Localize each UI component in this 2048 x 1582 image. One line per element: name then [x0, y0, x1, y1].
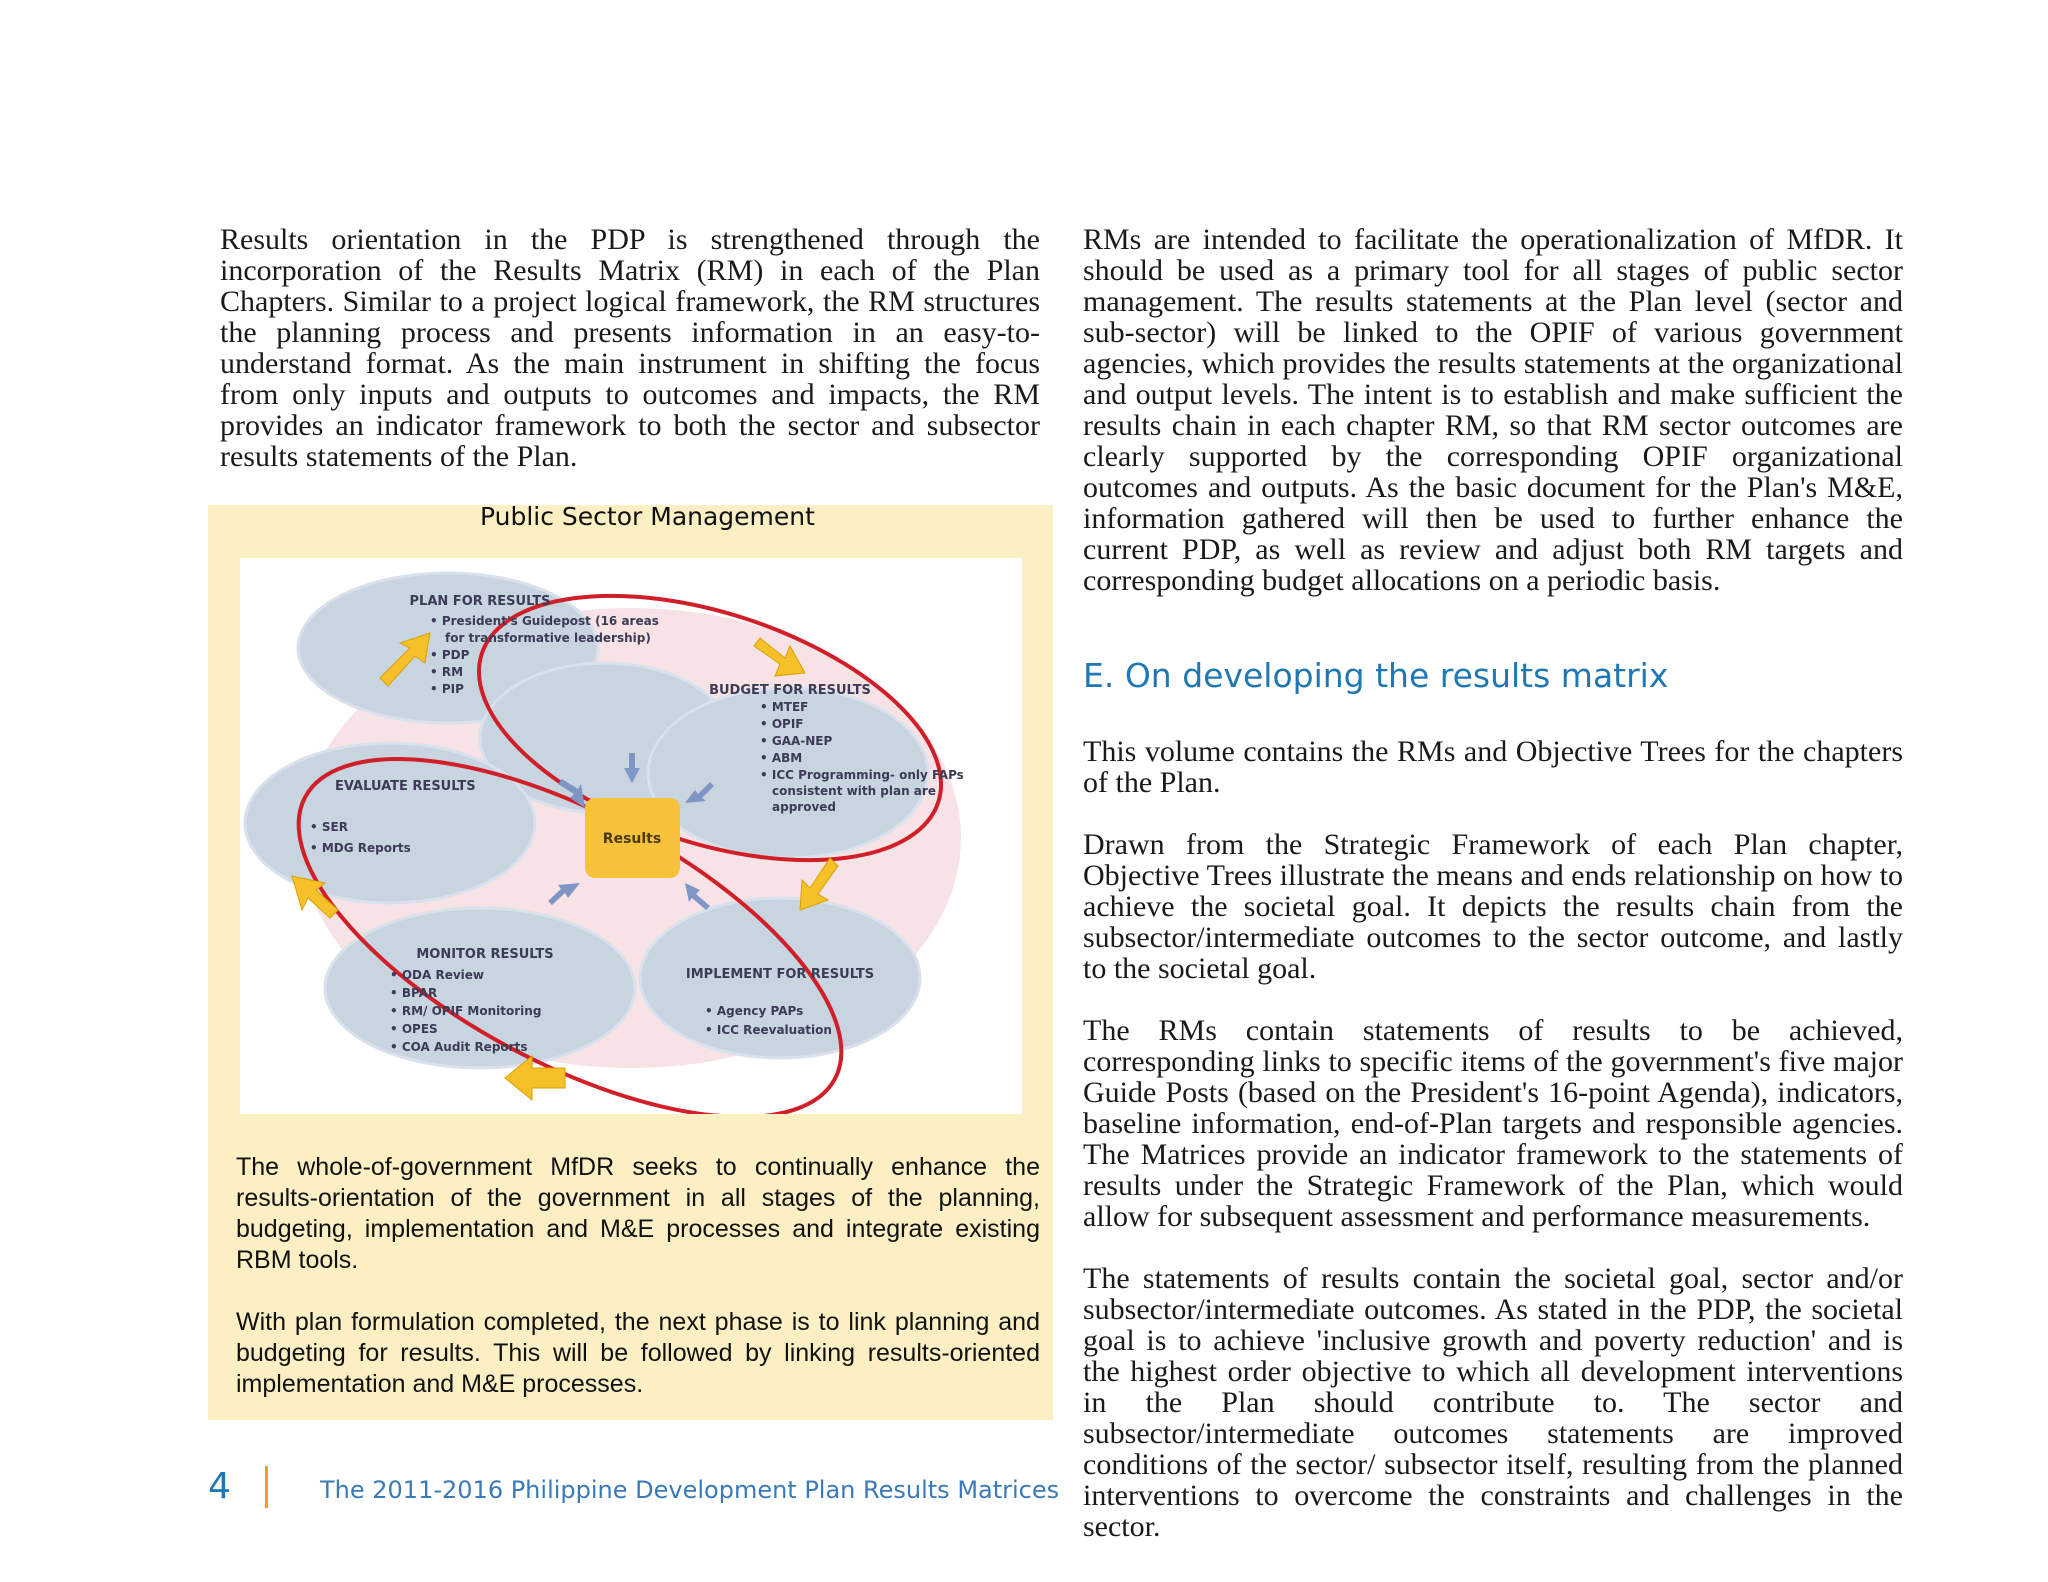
plan-item: for transformative leadership) [445, 631, 651, 645]
results-cycle-diagram [240, 558, 1022, 1114]
budget-title: BUDGET FOR RESULTS [709, 683, 871, 698]
evaluate-node [245, 743, 535, 903]
implement-item: • Agency PAPs [705, 1004, 804, 1018]
section-heading: E. On developing the results matrix [1083, 656, 1669, 695]
body-paragraph: The RMs contain statements of results to be achieved, corresponding links to specific items of the government's five major Guide Posts (based on the President's 16-point Agenda), indicators, baseline information, end-of-Plan targets and responsible agencies. The Matrices provide an indicator framework to the statements of results under the Strategic Framework of the Plan, which would allow for subsequent assessment and performance measurements. [1083, 1014, 1903, 1233]
budget-item: • ICC Programming- only FAPs [760, 768, 964, 782]
budget-item: • MTEF [760, 700, 809, 714]
plan-item: • PDP [430, 648, 470, 662]
intro-text: Results orientation in the PDP is strengthened through the incorporation of the Results Matrix (RM) in each of the Plan Chapters. Similar to a project logical framework, the RM structures the planning process and presents information in an easy-to-understand format. As the main instrument in shifting the focus from only inputs and outputs to outcomes and impacts, the RM provides an indicator framework to both the sector and subsector results statements of the Plan. [220, 223, 1040, 473]
intro-paragraph [220, 224, 1040, 472]
monitor-item: • OPES [390, 1022, 438, 1036]
plan-title: PLAN FOR RESULTS [409, 594, 551, 609]
evaluate-title: EVALUATE RESULTS [335, 779, 476, 794]
monitor-item: • RM/ OPIF Monitoring [390, 1004, 542, 1018]
plan-item: • President's Guidepost (16 areas [430, 614, 659, 628]
plan-item: • PIP [430, 682, 464, 696]
evaluate-item: • SER [310, 820, 348, 834]
sidebar-text [236, 1152, 1040, 1400]
right-intro: RMs are intended to facilitate the operationalization of MfDR. It should be used as a primary tool for all stages of public sector management. The results statements at the Plan level (sector and sub-sector) will be linked to the OPIF of various government agencies, which provides the results statements at the organizational and output levels. The intent is to establish and make sufficient the results chain in each chapter RM, so that RM sector outcomes are clearly supported by the corresponding OPIF organizational outcomes and outputs. As the basic document for the Plan's M&E, information gathered will then be used to further enhance the current PDP, as well as review and adjust both RM targets and corresponding budget allocations on a periodic basis. [1083, 223, 1903, 597]
body-paragraph: Drawn from the Strategic Framework of each Plan chapter, Objective Trees illustrate the means and ends relationship on how to achieve the societal goal. It depicts the results chain from the subsector/intermediate outcomes to the sector outcome, and lastly to the societal goal. [1083, 828, 1903, 985]
sidebar-paragraph: The whole-of-government MfDR seeks to continually enhance the results-orientation of the government in all stages of the planning, budgeting, implementation and M&E processes and integrate existing RBM tools. [236, 1153, 1040, 1274]
body-paragraph: The statements of results contain the societal goal, sector and/or subsector/intermediate outcomes. As stated in the PDP, the societal goal is to achieve 'inclusive growth and poverty reduction' and is the highest order objective to which all development interventions in the Plan should contribute to. The sector and subsector/intermediate outcomes statements are improved conditions of the sector/ subsector itself, resulting from the planned interventions to overcome the constraints and challenges in the sector. [1083, 1262, 1903, 1543]
monitor-item: • COA Audit Reports [390, 1040, 528, 1054]
results-center-label: Results [602, 831, 662, 847]
right-column [1083, 224, 1903, 1542]
body-paragraph: This volume contains the RMs and Objective Trees for the chapters of the Plan. [1083, 735, 1903, 799]
sidebar-paragraph: With plan formulation completed, the next phase is to link planning and budgeting for results. This will be followed by linking results-oriented implementation and M&E processes. [236, 1308, 1040, 1398]
budget-item: • GAA-NEP [760, 734, 833, 748]
budget-item: • ABM [760, 751, 803, 765]
monitor-item: • ODA Review [390, 968, 485, 982]
page-number: 4 [208, 1466, 231, 1507]
budget-item: consistent with plan are [772, 784, 936, 798]
plan-item: • RM [430, 665, 464, 679]
monitor-item: • BPAR [390, 986, 438, 1000]
implement-item: • ICC Reevaluation [705, 1023, 832, 1037]
evaluate-item: • MDG Reports [310, 841, 411, 855]
monitor-title: MONITOR RESULTS [416, 947, 554, 962]
footer-divider [265, 1466, 268, 1508]
budget-item: approved [772, 800, 836, 814]
implement-title: IMPLEMENT FOR RESULTS [685, 967, 875, 982]
sidebar-title: Public Sector Management [480, 502, 815, 531]
budget-item: • OPIF [760, 717, 804, 731]
footer-title: The 2011-2016 Philippine Development Plan Results Matrices [320, 1476, 1060, 1504]
